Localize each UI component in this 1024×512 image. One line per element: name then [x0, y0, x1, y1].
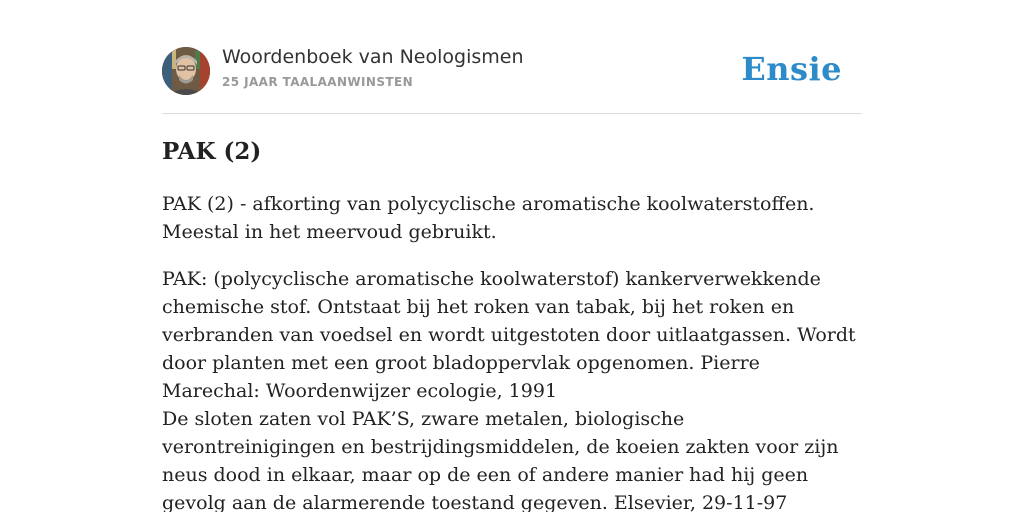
author-subtitle: 25 JAAR TAALAANWINSTEN	[222, 75, 414, 89]
author-portrait-icon	[162, 47, 210, 95]
avatar[interactable]	[162, 47, 210, 95]
page-container	[162, 0, 862, 512]
entry-quote-example: De sloten zaten vol PAK’S, zware metalen, biologische verontreinigingen en bestrijdingsmiddelen, de koeien zakten voor zijn neus dood in elkaar, maar op de een of andere manier had hij geen gevolg aan de alarmerende toestand gegeven. Elsevier, 29-11-97	[162, 408, 839, 512]
author-name[interactable]: Woordenboek van Neologismen	[222, 46, 524, 68]
header	[162, 0, 862, 114]
page-title: PAK (2)	[162, 138, 262, 165]
entry-quote-source: PAK: (polycyclische aromatische koolwaterstof) kankerverwekkende chemische stof. Ontstaat bij het roken van tabak, bij het roken en verbranden van voedsel en wordt uitgestoten door uitlaatgassen. Wordt door planten met een groot bladoppervlak opgenomen. Pierre Marechal: Woordenwijzer ecologie, 1991	[162, 268, 856, 402]
brand-logo[interactable]: Ensie	[741, 50, 842, 88]
entry-definition: PAK (2) - afkorting van polycyclische aromatische koolwaterstoffen. Meestal in het meervoud gebruikt.	[162, 193, 815, 243]
